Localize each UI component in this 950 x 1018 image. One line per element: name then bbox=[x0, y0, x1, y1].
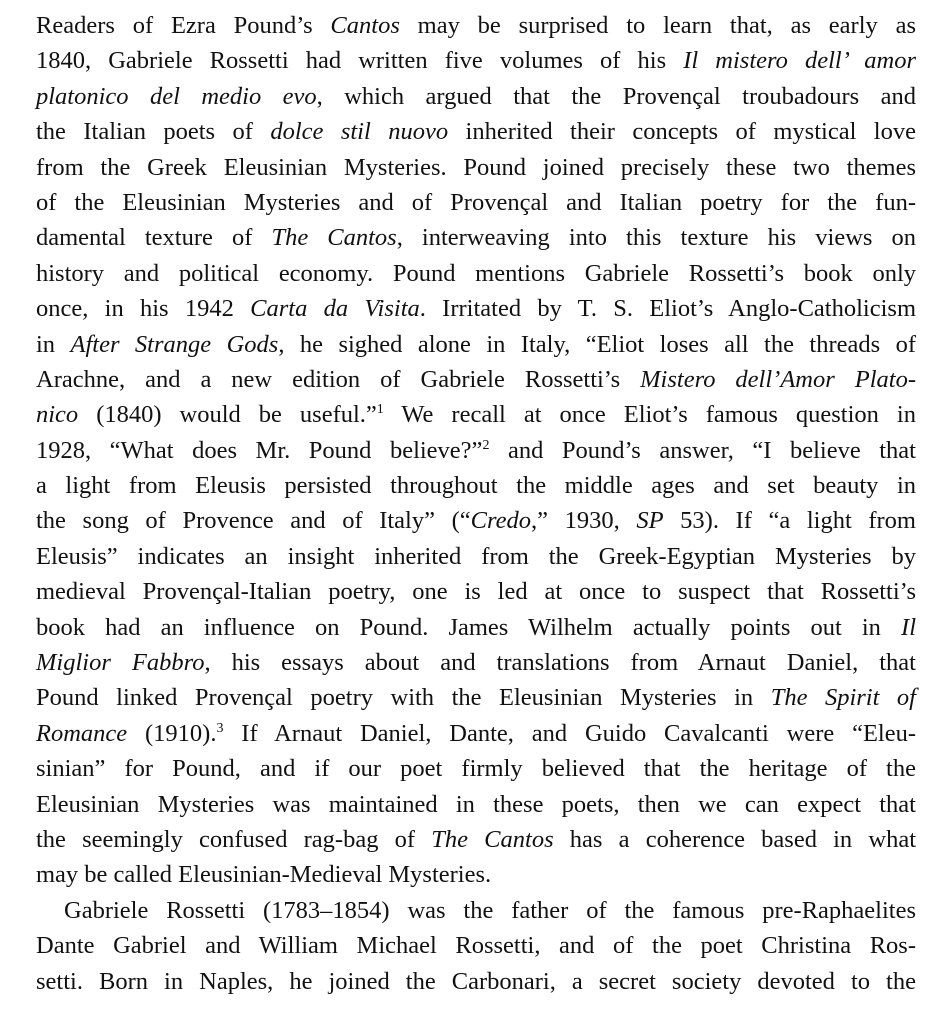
text-run: once, in his 1942 bbox=[36, 295, 251, 323]
text-run: may be surprised to learn that, as early as bbox=[399, 12, 916, 39]
text-line bbox=[36, 751, 916, 786]
text-line bbox=[36, 787, 916, 822]
italic-text: dolce stil nuovo bbox=[270, 118, 449, 146]
text-run: medieval Provençal-Italian poetry, one is led at once to suspect that Rossetti’s bbox=[36, 578, 916, 606]
text-run: ,” 1930, bbox=[530, 507, 637, 535]
text-line bbox=[36, 468, 916, 503]
text-line bbox=[36, 185, 916, 220]
italic-text: Il mistero dell’ amor bbox=[683, 47, 916, 75]
italic-text: platonico del medio evo bbox=[36, 82, 317, 110]
text-run: Arachne, and a new edition of Gabriele Rossetti’s bbox=[36, 365, 641, 393]
text-run: setti. Born in Naples, he joined the Carbonari, a secret society devoted to the bbox=[36, 967, 916, 995]
text-run: 1928, “What does Mr. Pound believe?” bbox=[36, 436, 483, 464]
italic-text: Romance bbox=[36, 719, 128, 747]
text-run: Gabriele Rossetti (1783–1854) was the father of the famous pre-Raphaelites bbox=[64, 896, 916, 924]
text-run: , he sighed alone in Italy, “Eliot loses all the threads of bbox=[278, 330, 916, 358]
text-line bbox=[36, 574, 916, 609]
text-run: , interweaving into this texture his views on bbox=[396, 224, 916, 252]
text-run: Eleusis” indicates an insight inherited from the Greek-Egyptian Mysteries by bbox=[36, 542, 916, 570]
text-run: the seemingly confused rag-bag of bbox=[36, 825, 432, 853]
text-line bbox=[36, 964, 916, 999]
text-line bbox=[36, 610, 916, 645]
text-run: may be called Eleusinian-Medieval Mysteries. bbox=[36, 861, 492, 889]
text-run: a light from Eleusis persisted throughout the middle ages and set beauty in bbox=[36, 472, 916, 500]
text-line bbox=[36, 150, 916, 185]
text-line bbox=[36, 114, 916, 149]
italic-text: The Cantos bbox=[271, 224, 397, 252]
footnote-marker: 3 bbox=[216, 720, 224, 736]
text-run: has a coherence based in what bbox=[553, 825, 916, 853]
document-page bbox=[36, 8, 916, 999]
italic-text: After Strange Gods bbox=[70, 330, 279, 358]
text-line bbox=[36, 8, 916, 43]
text-run: in bbox=[36, 330, 71, 358]
text-run: and Pound’s answer, “I believe that bbox=[489, 436, 916, 464]
italic-text: Miglior Fabbro bbox=[36, 649, 205, 677]
text-line-paragraph-end bbox=[36, 857, 916, 892]
text-run: of the Eleusinian Mysteries and of Provençal and Italian poetry for the fun- bbox=[36, 188, 916, 216]
text-line bbox=[36, 433, 916, 468]
text-line bbox=[36, 43, 916, 78]
footnote-marker: 1 bbox=[376, 402, 384, 418]
text-line bbox=[36, 822, 916, 857]
text-run: 1840, Gabriele Rossetti had written five volumes of his bbox=[36, 47, 684, 75]
text-line bbox=[36, 220, 916, 255]
italic-text: nico bbox=[36, 401, 79, 429]
text-run: sinian” for Pound, and if our poet firmly believed that the heritage of the bbox=[36, 755, 916, 783]
text-run: damental texture of bbox=[36, 224, 272, 252]
italic-text: Mistero dell’Amor Plato- bbox=[640, 365, 916, 393]
text-run: from the Greek Eleusinian Mysteries. Pound joined precisely these two themes bbox=[36, 153, 916, 181]
text-run: , his essays about and translations from Arnaut Daniel, that bbox=[204, 649, 916, 677]
text-run: history and political economy. Pound mentions Gabriele Rossetti’s book only bbox=[36, 259, 916, 287]
text-run: If Arnaut Daniel, Dante, and Guido Cavalcanti were “Eleu- bbox=[223, 719, 917, 747]
text-line-paragraph-start bbox=[36, 893, 916, 928]
text-run: 53). If “a light from bbox=[663, 507, 916, 535]
text-line bbox=[36, 503, 916, 538]
text-run: We recall at once Eliot’s famous question in bbox=[383, 401, 916, 429]
text-run: (1840) would be useful.” bbox=[78, 401, 377, 429]
text-line bbox=[36, 539, 916, 574]
text-line bbox=[36, 291, 916, 326]
footnote-marker: 2 bbox=[482, 437, 490, 453]
italic-text: The Cantos bbox=[431, 825, 554, 853]
text-run: Eleusinian Mysteries was maintained in these poets, then we can expect that bbox=[36, 790, 916, 818]
text-run: . Irritated by T. S. Eliot’s Anglo-Catholicism bbox=[419, 295, 916, 323]
italic-text: Il bbox=[901, 613, 916, 641]
text-line bbox=[36, 256, 916, 291]
italic-text: Cantos bbox=[330, 12, 400, 39]
italic-text: SP bbox=[636, 507, 664, 535]
text-line bbox=[36, 397, 916, 432]
text-line bbox=[36, 362, 916, 397]
text-line bbox=[36, 645, 916, 680]
italic-text: Credo bbox=[470, 507, 531, 535]
text-run: Dante Gabriel and William Michael Rossetti, and of the poet Christina Ros- bbox=[36, 932, 916, 960]
text-run: Readers of Ezra Pound’s bbox=[36, 12, 331, 39]
text-line bbox=[36, 79, 916, 114]
italic-text: Carta da Visita bbox=[250, 295, 420, 323]
text-run: the song of Provence and of Italy” (“ bbox=[36, 507, 471, 535]
text-line bbox=[36, 680, 916, 715]
text-run: book had an influence on Pound. James Wilhelm actually points out in bbox=[36, 613, 902, 641]
text-run: , which argued that the Provençal troubadours and bbox=[316, 82, 916, 110]
text-run: (1910). bbox=[127, 719, 217, 747]
text-line bbox=[36, 327, 916, 362]
italic-text: The Spirit of bbox=[770, 684, 916, 712]
text-run: inherited their concepts of mystical love bbox=[448, 118, 916, 146]
text-line bbox=[36, 716, 916, 751]
text-run: Pound linked Provençal poetry with the Eleusinian Mysteries in bbox=[36, 684, 771, 712]
text-run: the Italian poets of bbox=[36, 118, 271, 146]
text-line bbox=[36, 928, 916, 963]
